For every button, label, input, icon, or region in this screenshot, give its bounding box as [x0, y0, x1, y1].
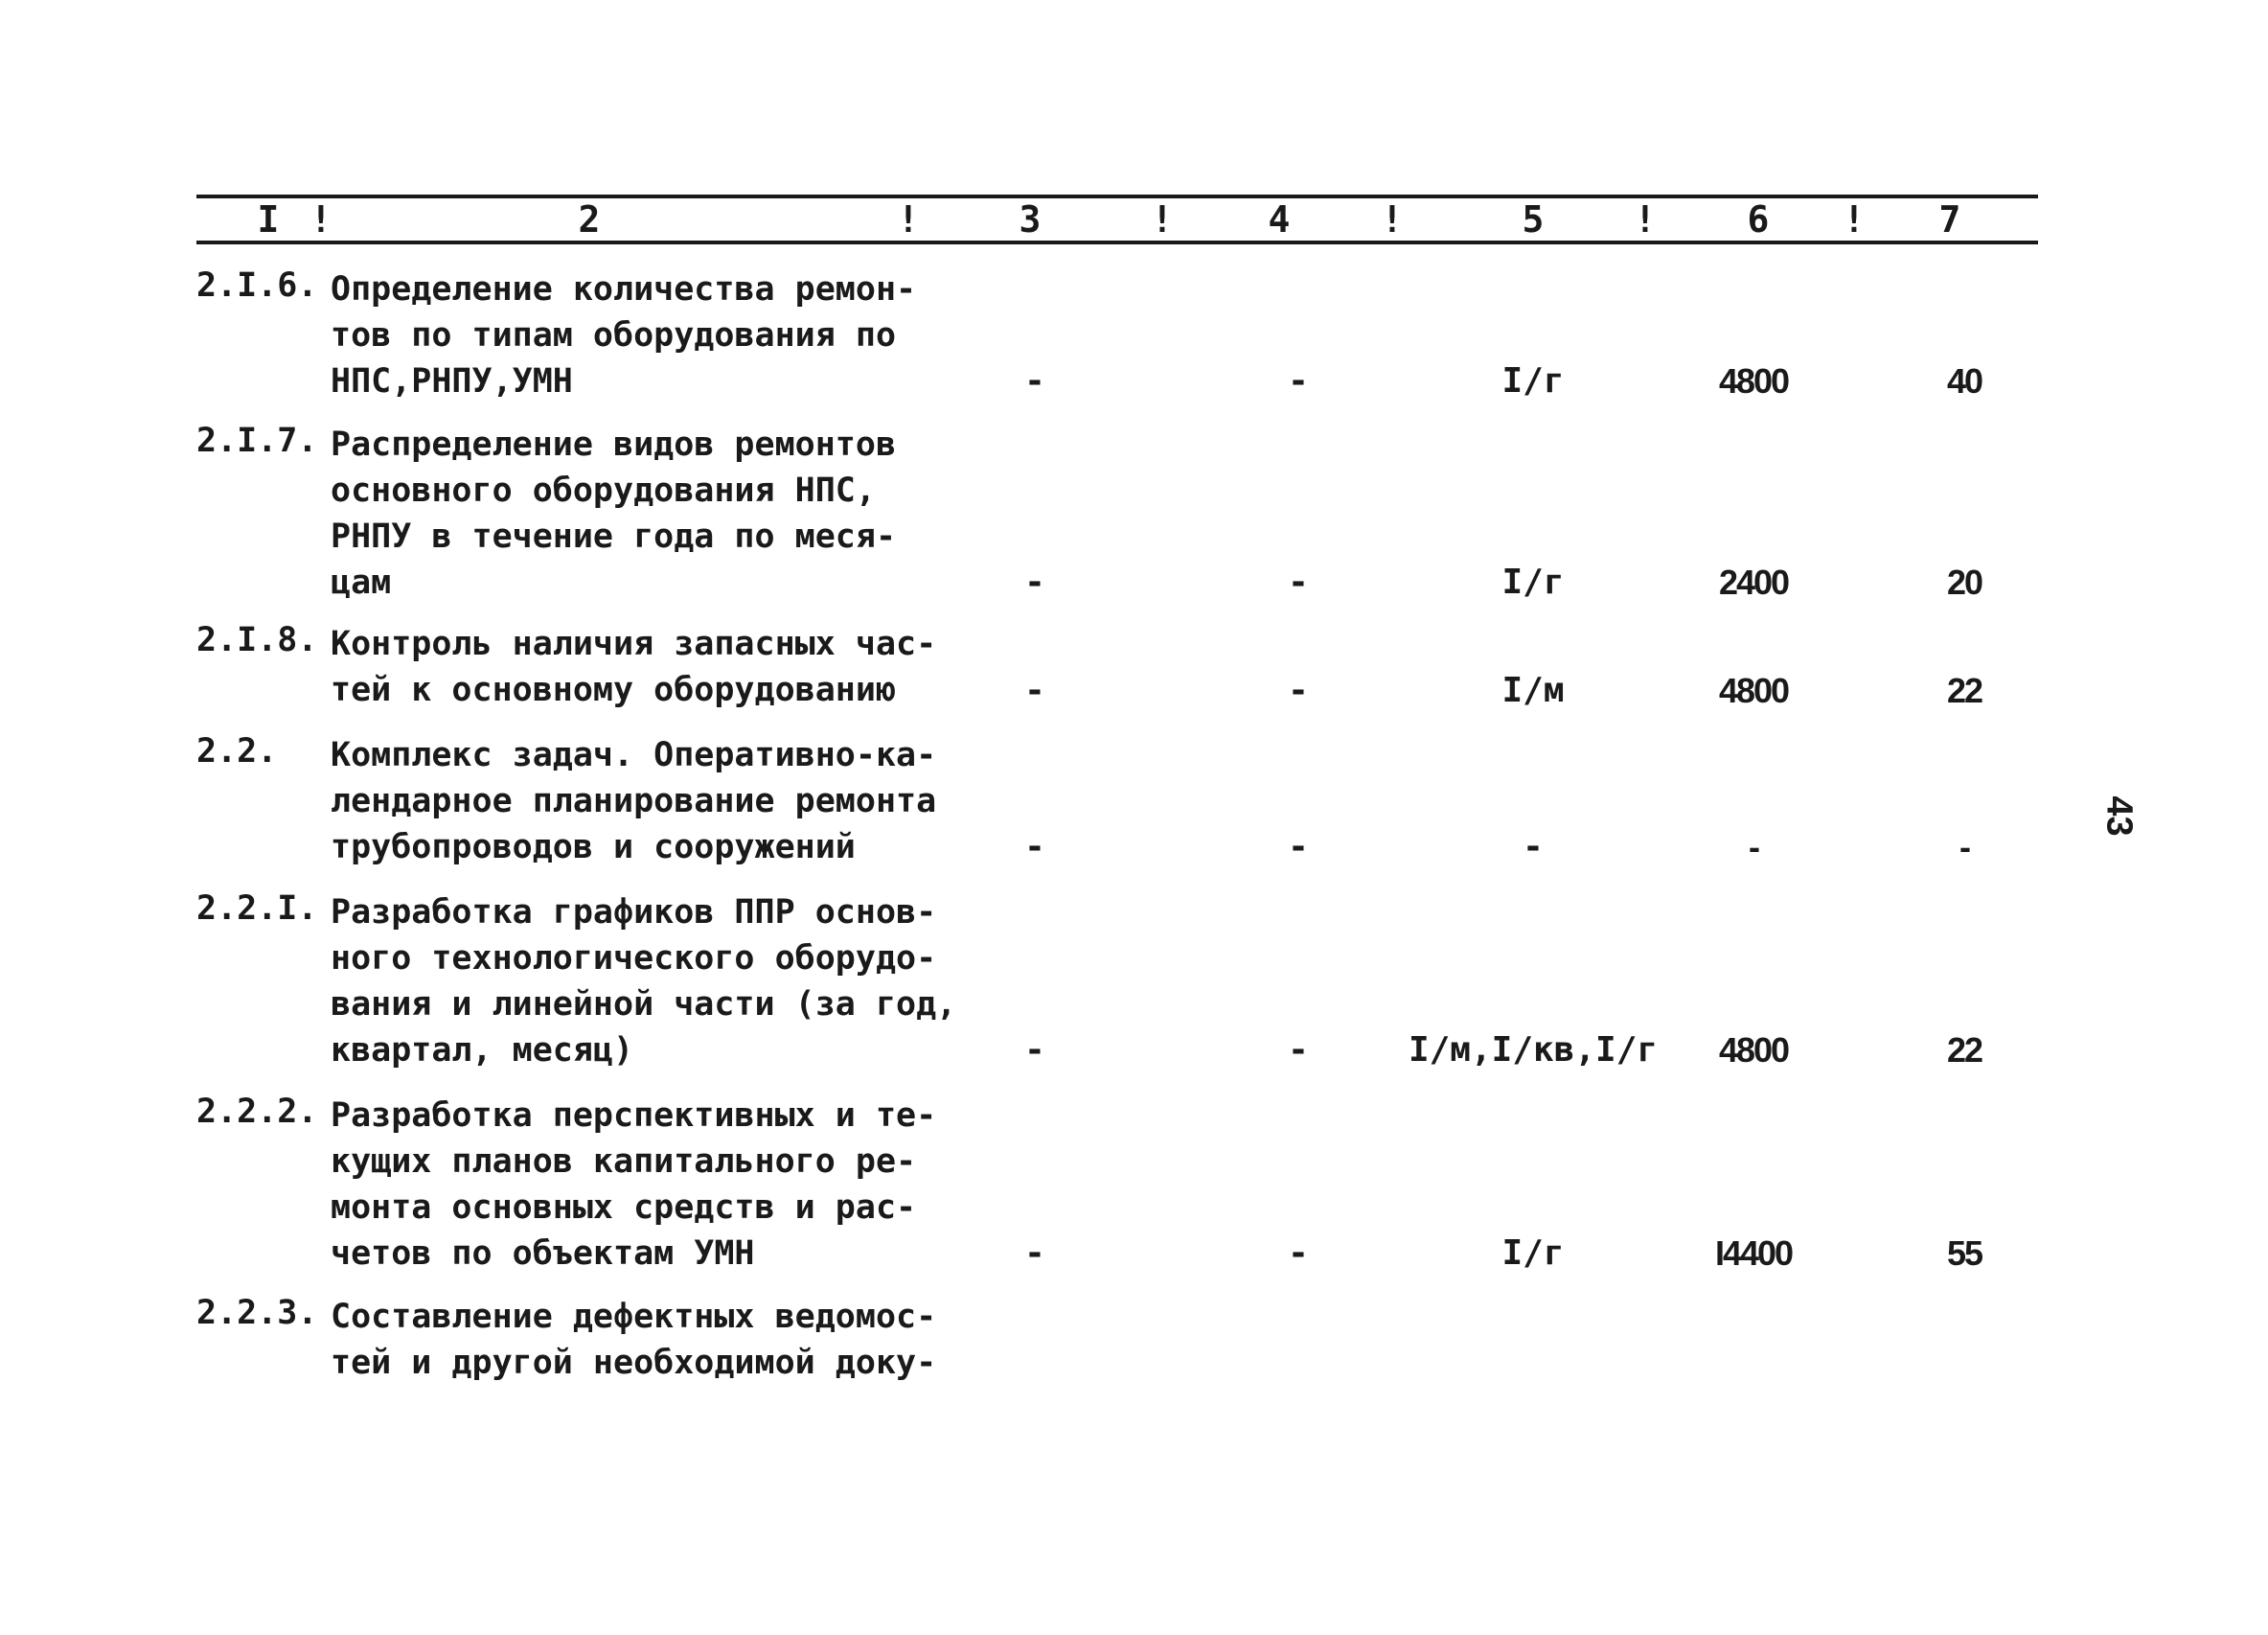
row-text-line: монта основных средств и рас-: [331, 1188, 917, 1227]
header-separator: !: [309, 198, 332, 241]
row-col-5: I/г: [1501, 1233, 1565, 1273]
header-col-3: 3: [1019, 198, 1042, 241]
row-col-4: -: [1288, 361, 1309, 401]
row-text-line: цам: [331, 564, 392, 602]
row-col-7: 22: [1946, 1030, 1982, 1070]
row-col-5: I/м,I/кв,I/г: [1408, 1030, 1659, 1070]
row-col-3: -: [1024, 1233, 1045, 1273]
row-text-line: Разработка перспективных и те-: [331, 1096, 937, 1135]
row-col-5: I/г: [1501, 361, 1565, 401]
row-col-5: I/г: [1501, 563, 1565, 602]
header-col-1: I: [257, 198, 280, 241]
row-description: [331, 422, 944, 606]
row-text-line: лендарное планирование ремонта: [331, 782, 937, 820]
row-text-line: Разработка графиков ППР основ-: [331, 893, 937, 932]
row-col-7: 20: [1946, 563, 1982, 602]
row-col-4: -: [1288, 827, 1309, 866]
row-text-line: Составление дефектных ведомос-: [331, 1298, 937, 1336]
row-col-7: 40: [1946, 361, 1982, 401]
row-col-5: I/м: [1501, 671, 1565, 710]
row-text-line: Определение количества ремон-: [331, 270, 917, 309]
row-col-3: -: [1024, 361, 1045, 401]
row-text-line: тей и другой необходимой доку-: [331, 1344, 937, 1382]
row-col-3: -: [1024, 827, 1045, 866]
row-number: 2.2.I.: [196, 889, 318, 928]
row-text-line: ного технологического оборудо-: [331, 939, 937, 978]
row-col-6: 4800: [1718, 361, 1789, 401]
row-text-line: четов по объектам УМН: [331, 1234, 755, 1273]
header-col-4: 4: [1268, 198, 1291, 241]
page-number: 43: [2098, 795, 2140, 837]
header-col-5: 5: [1522, 198, 1545, 241]
header-col-7: 7: [1938, 198, 1961, 241]
row-number: 2.2.2.: [196, 1093, 318, 1131]
row-description: [331, 266, 944, 404]
table-header: [196, 198, 2038, 241]
row-col-4: -: [1288, 1030, 1309, 1070]
row-text-line: Комплекс задач. Оперативно-ка-: [331, 736, 937, 774]
header-separator: !: [1843, 198, 1866, 241]
row-col-6: I4400: [1714, 1233, 1793, 1273]
row-text-line: НПС,РНПУ,УМН: [331, 362, 573, 401]
row-number: 2.I.8.: [196, 621, 318, 659]
row-col-6: 2400: [1718, 563, 1789, 602]
row-col-3: -: [1024, 671, 1045, 710]
row-col-7: 22: [1946, 671, 1982, 710]
row-col-6: -: [1749, 827, 1758, 866]
table-header-rule: [196, 241, 2038, 244]
row-number: 2.2.: [196, 732, 278, 771]
row-col-6: 4800: [1718, 1030, 1789, 1070]
row-text-line: кущих планов капитального ре-: [331, 1142, 917, 1181]
row-description: [331, 732, 944, 870]
row-text-line: основного оборудования НПС,: [331, 472, 876, 510]
row-description: [331, 1294, 944, 1386]
row-description: [331, 889, 957, 1073]
row-description: [331, 621, 944, 713]
row-number: 2.I.7.: [196, 422, 318, 460]
row-col-4: -: [1288, 1233, 1309, 1273]
row-text-line: квартал, месяц): [331, 1031, 634, 1070]
row-col-3: -: [1024, 1030, 1045, 1070]
row-col-6: 4800: [1718, 671, 1789, 710]
row-col-7: 55: [1946, 1233, 1982, 1273]
row-text-line: тов по типам оборудования по: [331, 316, 897, 355]
header-separator: !: [1381, 198, 1404, 241]
header-col-2: 2: [578, 198, 601, 241]
row-number: 2.I.6.: [196, 266, 318, 305]
row-text-line: Контроль наличия запасных час-: [331, 625, 937, 663]
row-description: [331, 1093, 944, 1277]
row-text-line: тей к основному оборудованию: [331, 671, 897, 709]
row-text-line: трубопроводов и сооружений: [331, 828, 856, 866]
header-col-6: 6: [1747, 198, 1770, 241]
row-text-line: РНПУ в течение года по меся-: [331, 518, 897, 556]
row-text-line: вания и линейной части (за год,: [331, 985, 957, 1024]
row-col-3: -: [1024, 563, 1045, 602]
row-number: 2.2.3.: [196, 1294, 318, 1332]
header-separator: !: [1151, 198, 1174, 241]
row-col-4: -: [1288, 563, 1309, 602]
row-col-4: -: [1288, 671, 1309, 710]
row-text-line: Распределение видов ремонтов: [331, 426, 897, 464]
header-separator: !: [897, 198, 920, 241]
row-col-7: -: [1959, 827, 1969, 866]
row-col-5: -: [1523, 827, 1544, 866]
header-separator: !: [1634, 198, 1657, 241]
